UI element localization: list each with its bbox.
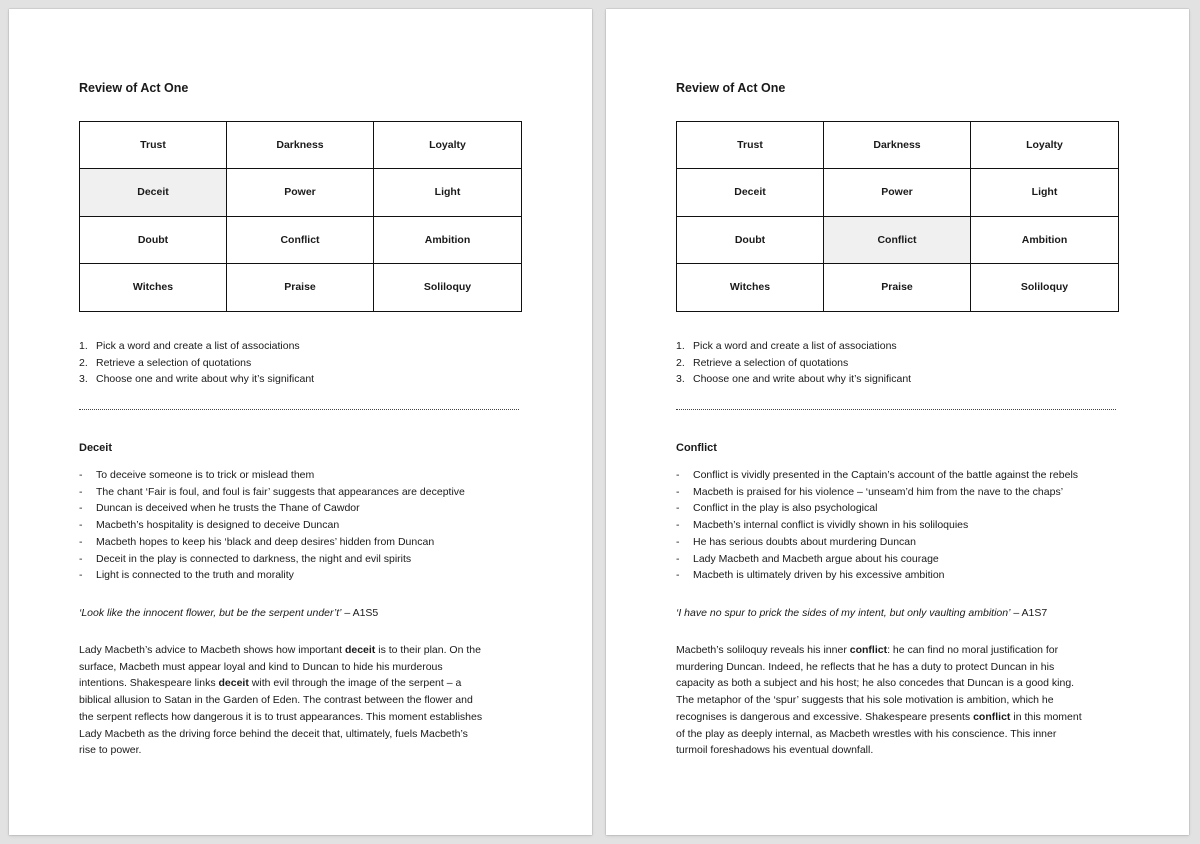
paragraph-text: is to their plan. On the bbox=[375, 644, 481, 656]
section-heading: Deceit bbox=[79, 442, 113, 454]
list-item bbox=[676, 534, 1078, 551]
task-list bbox=[676, 338, 911, 388]
list-item bbox=[676, 551, 1078, 568]
page-title: Review of Act One bbox=[676, 81, 786, 95]
paragraph-line bbox=[676, 742, 1121, 759]
bullet-text: Conflict in the play is also psychological bbox=[693, 502, 878, 515]
paragraph-line bbox=[79, 742, 524, 759]
task-item bbox=[676, 338, 911, 355]
grid-cell: Soliloquy bbox=[423, 281, 472, 294]
bullet-text: To deceive someone is to trick or mislead them bbox=[96, 469, 315, 481]
task-text: Pick a word and create a list of associations bbox=[693, 340, 897, 352]
page-title: Review of Act One bbox=[79, 81, 189, 95]
list-item bbox=[79, 534, 465, 551]
bullet-marker: - bbox=[676, 535, 680, 548]
grid-cell: Deceit bbox=[80, 169, 227, 216]
grid-cell: Loyalty bbox=[971, 122, 1118, 169]
association-list bbox=[79, 467, 465, 584]
bullet-text: Light is connected to the truth and morality bbox=[96, 569, 294, 582]
grid-cell: Witches bbox=[677, 264, 824, 311]
bullet-marker: - bbox=[676, 469, 680, 481]
quotation-text: ‘Look like the innocent flower, but be the serpent under’t’ bbox=[79, 607, 342, 619]
quotation bbox=[79, 607, 378, 619]
task-item bbox=[676, 371, 911, 388]
list-item bbox=[79, 500, 465, 517]
bullet-text: Macbeth is ultimately driven by his excessive ambition bbox=[693, 569, 945, 582]
list-item bbox=[676, 567, 1078, 584]
paragraph-line bbox=[676, 726, 1121, 743]
task-number: 1. bbox=[676, 340, 685, 352]
grid-cell: Light bbox=[374, 169, 521, 216]
dotted-divider bbox=[676, 409, 1116, 410]
bullet-marker: - bbox=[79, 552, 83, 565]
word-grid bbox=[676, 121, 1119, 312]
grid-cell: Trust bbox=[80, 122, 227, 169]
bullet-text: Conflict is vividly presented in the Captain’s account of the battle against the rebels bbox=[693, 469, 1079, 481]
analysis-paragraph bbox=[79, 642, 524, 759]
bullet-marker: - bbox=[79, 469, 83, 481]
grid-cell: Trust bbox=[677, 122, 824, 169]
list-item bbox=[79, 484, 465, 501]
paragraph-line bbox=[79, 659, 524, 676]
bullet-text: Deceit in the play is connected to darkness, the night and evil spirits bbox=[96, 552, 412, 565]
paragraph-text: capacity as both a subject and his host; he also concedes that Duncan is a good king. bbox=[676, 677, 1075, 690]
grid-cell: Doubt bbox=[677, 217, 824, 264]
grid-cell: Praise bbox=[227, 264, 374, 311]
task-text: Retrieve a selection of quotations bbox=[693, 356, 849, 369]
bullet-text: Macbeth’s internal conflict is vividly shown in his soliloquies bbox=[693, 519, 969, 532]
bullet-marker: - bbox=[676, 485, 680, 498]
paragraph-text: turmoil foreshadows his eventual downfall. bbox=[676, 744, 874, 757]
quotation-text: ‘I have no spur to prick the sides of my intent, but only vaulting ambition’ bbox=[676, 607, 1011, 619]
grid-cell: Power bbox=[824, 169, 971, 216]
grid-cell: Ambition bbox=[971, 217, 1118, 264]
list-item bbox=[676, 467, 1078, 484]
paragraph-line bbox=[676, 709, 1121, 726]
dotted-divider bbox=[79, 409, 519, 410]
bullet-text: Lady Macbeth and Macbeth argue about his courage bbox=[693, 552, 939, 565]
bullet-marker: - bbox=[676, 502, 680, 515]
task-number: 1. bbox=[79, 340, 88, 352]
grid-cell: Darkness bbox=[227, 122, 374, 169]
bullet-marker: - bbox=[79, 519, 83, 532]
list-item bbox=[676, 500, 1078, 517]
grid-cell: Conflict bbox=[227, 217, 374, 264]
document-page-1 bbox=[9, 9, 592, 835]
quotation-reference: – A1S5 bbox=[341, 607, 379, 619]
paragraph-line bbox=[79, 675, 524, 692]
paragraph-text: recognises is dangerous and excessive. Shakespeare presents bbox=[676, 710, 974, 723]
analysis-paragraph bbox=[676, 642, 1121, 759]
list-item bbox=[676, 517, 1078, 534]
paragraph-text: the serpent reflects how dangerous it is to trust appearances. This moment establishes bbox=[79, 710, 483, 723]
section-heading: Conflict bbox=[676, 442, 717, 454]
task-text: Retrieve a selection of quotations bbox=[96, 356, 252, 369]
quotation bbox=[676, 607, 1047, 619]
task-number: 2. bbox=[79, 356, 88, 369]
task-number: 3. bbox=[79, 373, 88, 386]
paragraph-text: The metaphor of the ‘spur’ suggests that his sole motivation is ambition, which he bbox=[676, 694, 1054, 707]
bullet-marker: - bbox=[79, 569, 83, 582]
grid-cell: Power bbox=[227, 169, 374, 216]
paragraph-text: murdering Duncan. Indeed, he reflects that he has a duty to protect Duncan in his bbox=[676, 660, 1055, 673]
grid-cell: Light bbox=[971, 169, 1118, 216]
bullet-text: Macbeth’s hospitality is designed to deceive Duncan bbox=[96, 519, 340, 532]
grid-cell: Praise bbox=[824, 264, 971, 311]
task-item bbox=[79, 355, 314, 372]
list-item bbox=[79, 567, 465, 584]
list-item bbox=[79, 551, 465, 568]
paragraph-line bbox=[676, 659, 1121, 676]
bullet-marker: - bbox=[79, 485, 83, 498]
grid-cell: Witches bbox=[80, 264, 227, 311]
bullet-marker: - bbox=[79, 502, 83, 515]
paragraph-text: Lady Macbeth’s advice to Macbeth shows how important bbox=[79, 644, 345, 656]
task-list bbox=[79, 338, 314, 388]
paragraph-text: rise to power. bbox=[79, 744, 142, 757]
task-text: Pick a word and create a list of associations bbox=[96, 340, 300, 352]
grid-cell: Darkness bbox=[824, 122, 971, 169]
bullet-text: The chant ‘Fair is foul, and foul is fair’ suggests that appearances are deceptive bbox=[96, 485, 465, 498]
paragraph-line bbox=[676, 692, 1121, 709]
bullet-marker: - bbox=[676, 519, 680, 532]
keyword-emphasis: conflict bbox=[973, 710, 1011, 723]
grid-cell: Soliloquy bbox=[1020, 281, 1069, 294]
bullet-marker: - bbox=[676, 569, 680, 582]
grid-cell: Loyalty bbox=[374, 122, 521, 169]
association-list bbox=[676, 467, 1078, 584]
list-item bbox=[79, 517, 465, 534]
paragraph-text: of the play as deeply internal, as Macbeth wrestles with his conscience. This inner bbox=[676, 727, 1057, 740]
grid-cell: Ambition bbox=[374, 217, 521, 264]
bullet-marker: - bbox=[676, 552, 680, 565]
paragraph-text: biblical allusion to Satan in the Garden of Eden. The contrast between the flower and bbox=[79, 694, 473, 707]
grid-cell: Conflict bbox=[824, 217, 971, 264]
bullet-text: Duncan is deceived when he trusts the Thane of Cawdor bbox=[96, 502, 360, 515]
paragraph-line bbox=[676, 675, 1121, 692]
task-number: 3. bbox=[676, 373, 685, 386]
bullet-text: He has serious doubts about murdering Duncan bbox=[693, 535, 916, 548]
paragraph-line bbox=[79, 692, 524, 709]
task-item bbox=[676, 355, 911, 372]
grid-cell: Deceit bbox=[677, 169, 824, 216]
keyword-emphasis: deceit bbox=[344, 644, 376, 656]
task-text: Choose one and write about why it’s significant bbox=[693, 373, 912, 386]
list-item bbox=[79, 467, 465, 484]
document-page-2 bbox=[606, 9, 1189, 835]
paragraph-line bbox=[79, 726, 524, 743]
paragraph-line bbox=[676, 642, 1121, 659]
paragraph-text: surface, Macbeth must appear loyal and kind to Duncan to hide his murderous bbox=[79, 660, 443, 673]
paragraph-text: in this moment bbox=[1010, 710, 1082, 723]
paragraph-text: Lady Macbeth as the driving force behind the deceit that, ultimately, fuels Macbeth’s bbox=[79, 727, 468, 740]
keyword-emphasis: conflict bbox=[849, 644, 888, 656]
paragraph-text: with evil through the image of the serpent – a bbox=[248, 677, 462, 690]
bullet-text: Macbeth is praised for his violence – ‘unseam’d him from the nave to the chaps’ bbox=[693, 485, 1064, 498]
paragraph-text: : he can find no moral justification for bbox=[887, 644, 1059, 656]
task-number: 2. bbox=[676, 356, 685, 369]
task-item bbox=[79, 371, 314, 388]
paragraph-line bbox=[79, 709, 524, 726]
paragraph-text: intentions. Shakespeare links bbox=[79, 677, 219, 690]
paragraph-line bbox=[79, 642, 524, 659]
keyword-emphasis: deceit bbox=[218, 677, 249, 690]
paragraph-text: Macbeth’s soliloquy reveals his inner bbox=[676, 644, 850, 656]
list-item bbox=[676, 484, 1078, 501]
word-grid bbox=[79, 121, 522, 312]
task-text: Choose one and write about why it’s significant bbox=[96, 373, 315, 386]
grid-cell: Doubt bbox=[80, 217, 227, 264]
task-item bbox=[79, 338, 314, 355]
bullet-text: Macbeth hopes to keep his ‘black and deep desires’ hidden from Duncan bbox=[96, 535, 435, 548]
bullet-marker: - bbox=[79, 535, 83, 548]
quotation-reference: – A1S7 bbox=[1010, 607, 1048, 619]
